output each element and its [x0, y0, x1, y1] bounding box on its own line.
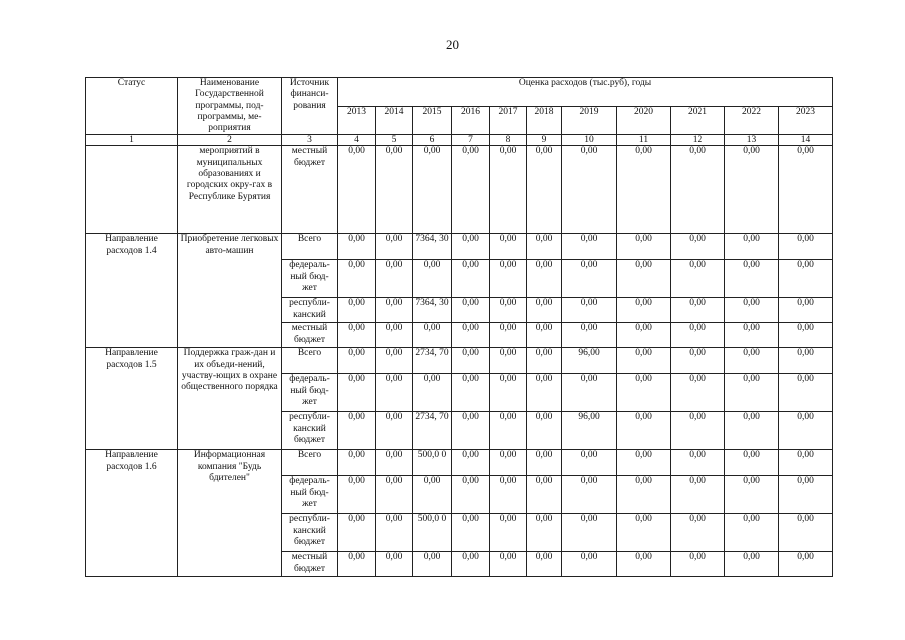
value-cell: 0,00 [376, 374, 413, 412]
column-index: 8 [490, 135, 527, 146]
value-cell: 0,00 [452, 476, 490, 514]
funding-source-cell: республи-канский бюджет [282, 514, 338, 552]
value-cell: 0,00 [671, 234, 725, 260]
table-body [86, 146, 833, 577]
value-cell: 0,00 [562, 298, 617, 323]
column-index: 5 [376, 135, 413, 146]
value-cell: 0,00 [725, 374, 779, 412]
value-cell: 7364, 30 [413, 234, 452, 260]
column-index: 1 [86, 135, 178, 146]
value-cell: 0,00 [338, 552, 376, 577]
header-year: 2023 [779, 106, 833, 135]
value-cell: 0,00 [452, 374, 490, 412]
value-cell: 0,00 [490, 514, 527, 552]
value-cell: 0,00 [671, 298, 725, 323]
value-cell: 0,00 [376, 146, 413, 234]
value-cell: 0,00 [490, 552, 527, 577]
value-cell: 0,00 [779, 412, 833, 450]
value-cell: 0,00 [490, 412, 527, 450]
value-cell: 0,00 [413, 146, 452, 234]
value-cell: 0,00 [338, 476, 376, 514]
column-index: 14 [779, 135, 833, 146]
value-cell: 0,00 [562, 323, 617, 348]
header-row-top [86, 78, 833, 107]
header-year: 2013 [338, 106, 376, 135]
value-cell: 0,00 [617, 323, 671, 348]
value-cell: 0,00 [413, 476, 452, 514]
value-cell: 0,00 [490, 450, 527, 476]
value-cell: 0,00 [527, 552, 562, 577]
value-cell: 0,00 [527, 260, 562, 298]
value-cell: 0,00 [671, 412, 725, 450]
value-cell: 0,00 [562, 260, 617, 298]
value-cell: 0,00 [452, 260, 490, 298]
header-year: 2018 [527, 106, 562, 135]
value-cell: 0,00 [671, 552, 725, 577]
value-cell: 0,00 [490, 348, 527, 374]
value-cell: 0,00 [562, 234, 617, 260]
table-row [86, 348, 833, 374]
value-cell: 0,00 [490, 298, 527, 323]
value-cell: 0,00 [725, 476, 779, 514]
value-cell: 0,00 [527, 146, 562, 234]
value-cell: 0,00 [562, 514, 617, 552]
value-cell: 0,00 [338, 348, 376, 374]
value-cell: 0,00 [617, 374, 671, 412]
column-index: 11 [617, 135, 671, 146]
value-cell: 0,00 [779, 234, 833, 260]
page-number: 20 [446, 37, 459, 52]
value-cell: 0,00 [338, 323, 376, 348]
value-cell: 0,00 [725, 412, 779, 450]
funding-source-cell: федераль-ный бюд-жет [282, 260, 338, 298]
value-cell: 0,00 [779, 348, 833, 374]
header-estimate: Оценка расходов (тыс.руб), годы [338, 78, 833, 107]
table-row [86, 146, 833, 234]
value-cell: 0,00 [490, 374, 527, 412]
value-cell: 0,00 [617, 234, 671, 260]
value-cell: 0,00 [562, 374, 617, 412]
value-cell: 500,0 0 [413, 450, 452, 476]
value-cell: 0,00 [725, 260, 779, 298]
header-status: Статус [86, 78, 178, 135]
value-cell: 0,00 [338, 374, 376, 412]
value-cell: 0,00 [376, 450, 413, 476]
header-year: 2017 [490, 106, 527, 135]
value-cell: 0,00 [562, 476, 617, 514]
header-year: 2022 [725, 106, 779, 135]
value-cell: 0,00 [376, 514, 413, 552]
value-cell: 0,00 [562, 450, 617, 476]
value-cell: 0,00 [413, 552, 452, 577]
value-cell: 0,00 [452, 298, 490, 323]
value-cell: 0,00 [376, 476, 413, 514]
program-name-cell: мероприятий в муниципальных образованиях и городских окру-гах в Республике Бурятия [178, 146, 282, 234]
column-index: 6 [413, 135, 452, 146]
value-cell: 0,00 [452, 146, 490, 234]
value-cell: 0,00 [617, 260, 671, 298]
value-cell: 0,00 [779, 260, 833, 298]
value-cell: 0,00 [452, 323, 490, 348]
program-name-cell: Информационная компания "Будь бдителен" [178, 450, 282, 577]
value-cell: 0,00 [725, 450, 779, 476]
value-cell: 0,00 [376, 412, 413, 450]
column-index: 4 [338, 135, 376, 146]
budget-table [85, 77, 833, 577]
value-cell: 0,00 [779, 374, 833, 412]
column-index: 10 [562, 135, 617, 146]
table-row [86, 234, 833, 260]
value-cell: 0,00 [725, 323, 779, 348]
status-cell: Направление расходов 1.6 [86, 450, 178, 577]
value-cell: 0,00 [376, 552, 413, 577]
value-cell: 0,00 [671, 146, 725, 234]
value-cell: 0,00 [779, 298, 833, 323]
value-cell: 0,00 [725, 348, 779, 374]
header-source: Источник финанси-рования [282, 78, 338, 135]
value-cell: 2734, 70 [413, 348, 452, 374]
value-cell: 0,00 [527, 348, 562, 374]
value-cell: 0,00 [338, 412, 376, 450]
value-cell: 0,00 [527, 450, 562, 476]
value-cell: 0,00 [527, 412, 562, 450]
header-year: 2020 [617, 106, 671, 135]
value-cell: 0,00 [671, 374, 725, 412]
value-cell: 0,00 [376, 234, 413, 260]
header-year: 2019 [562, 106, 617, 135]
value-cell: 500,0 0 [413, 514, 452, 552]
funding-source-cell: местный бюджет [282, 323, 338, 348]
value-cell: 0,00 [338, 234, 376, 260]
value-cell: 0,00 [779, 476, 833, 514]
value-cell: 0,00 [413, 323, 452, 348]
status-cell: Направление расходов 1.5 [86, 348, 178, 450]
value-cell: 0,00 [452, 450, 490, 476]
value-cell: 0,00 [527, 298, 562, 323]
value-cell: 0,00 [562, 146, 617, 234]
column-index: 12 [671, 135, 725, 146]
value-cell: 0,00 [338, 260, 376, 298]
value-cell: 7364, 30 [413, 298, 452, 323]
column-index: 7 [452, 135, 490, 146]
value-cell: 0,00 [527, 476, 562, 514]
table-row [86, 450, 833, 476]
funding-source-cell: Всего [282, 450, 338, 476]
value-cell: 96,00 [562, 412, 617, 450]
value-cell: 0,00 [376, 323, 413, 348]
value-cell: 0,00 [671, 514, 725, 552]
value-cell: 0,00 [617, 146, 671, 234]
value-cell: 0,00 [725, 514, 779, 552]
value-cell: 0,00 [338, 146, 376, 234]
value-cell: 0,00 [725, 298, 779, 323]
value-cell: 0,00 [671, 476, 725, 514]
value-cell: 0,00 [376, 260, 413, 298]
value-cell: 0,00 [617, 514, 671, 552]
value-cell: 0,00 [527, 323, 562, 348]
header-year: 2016 [452, 106, 490, 135]
value-cell: 0,00 [779, 450, 833, 476]
column-index: 9 [527, 135, 562, 146]
value-cell: 0,00 [376, 298, 413, 323]
funding-source-cell: федераль-ный бюд-жет [282, 476, 338, 514]
value-cell: 0,00 [779, 146, 833, 234]
value-cell: 0,00 [671, 323, 725, 348]
value-cell: 0,00 [617, 476, 671, 514]
funding-source-cell: Всего [282, 348, 338, 374]
value-cell: 0,00 [725, 146, 779, 234]
value-cell: 0,00 [338, 298, 376, 323]
value-cell: 0,00 [338, 514, 376, 552]
value-cell: 0,00 [617, 450, 671, 476]
funding-source-cell: местный бюджет [282, 146, 338, 234]
value-cell: 0,00 [452, 234, 490, 260]
program-name-cell: Поддержка граж-дан и их объеди-нений, участву-ющих в охране общественного порядка [178, 348, 282, 450]
column-index: 3 [282, 135, 338, 146]
value-cell: 0,00 [779, 514, 833, 552]
value-cell: 0,00 [338, 450, 376, 476]
value-cell: 0,00 [452, 348, 490, 374]
value-cell: 0,00 [490, 146, 527, 234]
header-year: 2014 [376, 106, 413, 135]
value-cell: 0,00 [376, 348, 413, 374]
value-cell: 0,00 [671, 260, 725, 298]
value-cell: 0,00 [413, 260, 452, 298]
status-cell [86, 146, 178, 234]
value-cell: 0,00 [452, 412, 490, 450]
value-cell: 0,00 [452, 514, 490, 552]
value-cell: 0,00 [490, 260, 527, 298]
value-cell: 0,00 [490, 234, 527, 260]
value-cell: 0,00 [490, 476, 527, 514]
funding-source-cell: республи-канский [282, 298, 338, 323]
value-cell: 0,00 [413, 374, 452, 412]
program-name-cell: Приобретение легковых авто-машин [178, 234, 282, 348]
header-year: 2021 [671, 106, 725, 135]
value-cell: 0,00 [779, 552, 833, 577]
value-cell: 0,00 [490, 323, 527, 348]
value-cell: 0,00 [617, 298, 671, 323]
value-cell: 0,00 [725, 552, 779, 577]
value-cell: 0,00 [779, 323, 833, 348]
header-year: 2015 [413, 106, 452, 135]
value-cell: 0,00 [617, 412, 671, 450]
funding-source-cell: местный бюджет [282, 552, 338, 577]
value-cell: 0,00 [617, 552, 671, 577]
funding-source-cell: федераль-ный бюд-жет [282, 374, 338, 412]
value-cell: 2734, 70 [413, 412, 452, 450]
value-cell: 0,00 [725, 234, 779, 260]
column-index: 13 [725, 135, 779, 146]
status-cell: Направление расходов 1.4 [86, 234, 178, 348]
value-cell: 0,00 [617, 348, 671, 374]
value-cell: 0,00 [527, 234, 562, 260]
header-name: Наименование Государственной программы, под-программы, ме-роприятия [178, 78, 282, 135]
value-cell: 96,00 [562, 348, 617, 374]
column-index: 2 [178, 135, 282, 146]
value-cell: 0,00 [671, 450, 725, 476]
value-cell: 0,00 [562, 552, 617, 577]
value-cell: 0,00 [452, 552, 490, 577]
value-cell: 0,00 [527, 374, 562, 412]
funding-source-cell: Всего [282, 234, 338, 260]
funding-source-cell: республи-канский бюджет [282, 412, 338, 450]
value-cell: 0,00 [527, 514, 562, 552]
header-index-row [86, 135, 833, 146]
value-cell: 0,00 [671, 348, 725, 374]
